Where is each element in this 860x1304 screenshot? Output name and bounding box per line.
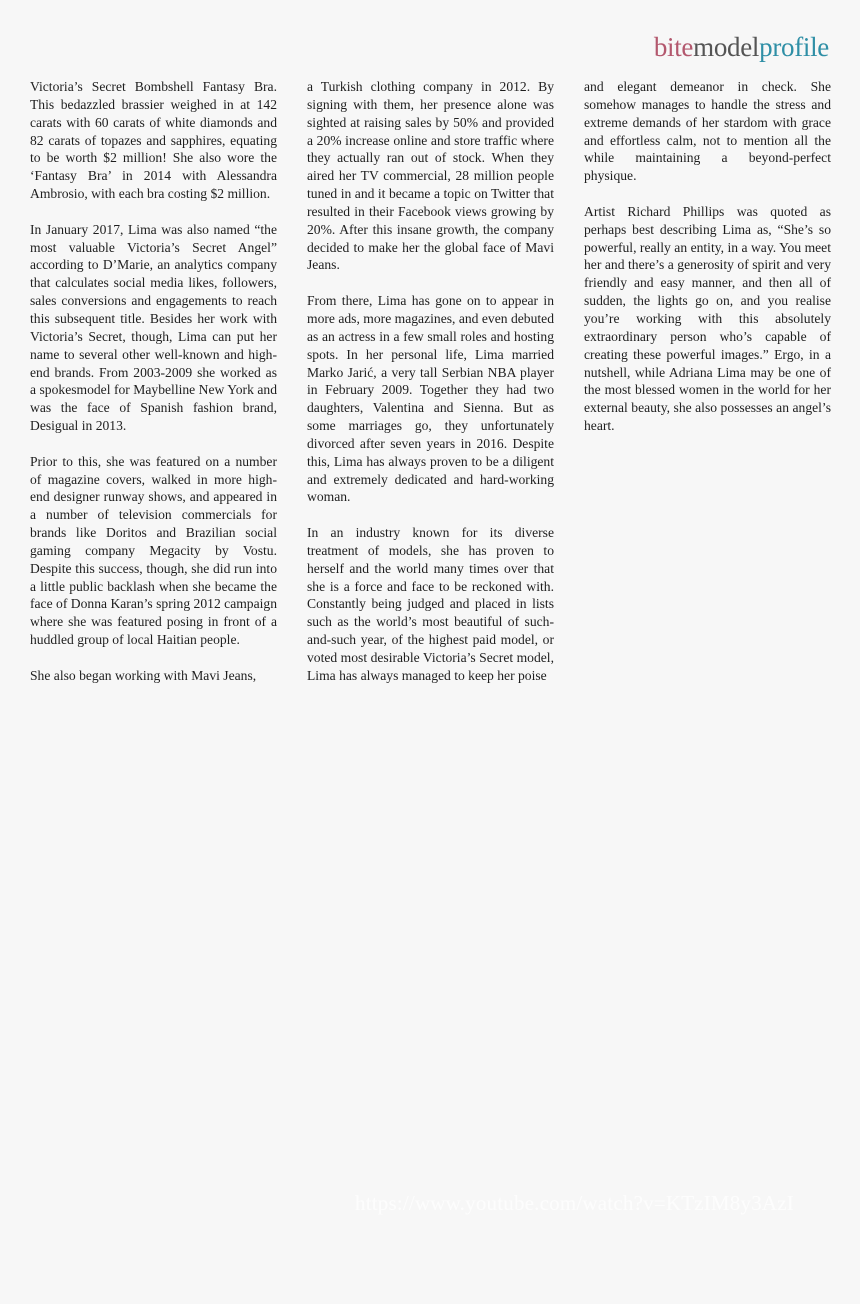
paragraph: From there, Lima has gone on to appear in more ads, more magazines, and even debuted as an actress in a few small roles and hosting spots. In her personal life, Lima married Marko Jarić, a very tall Serbian NBA player in February 2009. Together they had two daughters, Valentina and Sienna. But as some marriages go, they unfortunately divorced after seven years in 2016. Despite this, Lima has always proven to be a diligent and extremely dedicated and hard-working woman. — [307, 293, 554, 505]
article-column-3 — [584, 78, 831, 435]
watermark-url: https://www.youtube.com/watch?v=KTzIM8y3AzI — [355, 1191, 794, 1215]
masthead-word-bite: bite — [653, 32, 694, 62]
paragraph: Prior to this, she was featured on a number of magazine covers, walked in more high-end designer runway shows, and appeared in a number of television commercials for brands like Doritos and Brazilian social gaming company Megacity by Vostu. Despite this success, though, she did run into a little public backlash when she became the face of Donna Karan’s spring 2012 campaign where she was featured posing in front of a huddled group of local Haitian people. — [30, 453, 277, 648]
paragraph: and elegant demeanor in check. She somehow manages to handle the stress and extreme demands of her stardom with grace and effortless calm, not to mention all the while maintaining a beyond-perfect physique. — [584, 79, 831, 184]
masthead-word-model: model — [693, 32, 760, 62]
paragraph: In January 2017, Lima was also named “the most valuable Victoria’s Secret Angel” according to D’Marie, an analytics company that calculates social media likes, followers, sales conversions and engagements to reach this subsequent title. Besides her work with Victoria’s Secret, though, Lima can put her name to several other well-known and high-end brands. From 2003-2009 she worked as a spokesmodel for Maybelline New York and was the face of Spanish fashion brand, Desigual in 2013. — [30, 221, 277, 434]
paragraph: In an industry known for its diverse treatment of models, she has proven to herself and the world many times over that she is a force and face to be reckoned with. Constantly being judged and placed in lists such as the world’s most beautiful of such-and-such year, of the highest paid model, or voted most desirable Victoria’s Secret model, Lima has always managed to keep her poise — [307, 525, 554, 683]
article-column-2 — [307, 78, 554, 685]
paragraph: She also began working with Mavi Jeans, — [30, 667, 257, 683]
paragraph: Victoria’s Secret Bombshell Fantasy Bra. This bedazzled brassier weighed in at 142 carats with 60 carats of white diamonds and 82 carats of topazes and sapphires, equating to be worth $2 million! She also wore the ‘Fantasy Bra’ in 2014 with Alessandra Ambrosio, with each bra costing $2 million. — [30, 79, 277, 202]
paragraph: a Turkish clothing company in 2012. By signing with them, her presence alone was sighted at raising sales by 50% and provided a 20% increase online and store traffic where they actually ran out of stock. When they aired her TV commercial, 28 million people tuned in and it became a topic on Twitter that resulted in their Facebook views growing by 20%. After this insane growth, the company decided to make her the global face of Mavi Jeans. — [307, 79, 554, 273]
paragraph: Artist Richard Phillips was quoted as perhaps best describing Lima as, “She’s so powerful, really an entity, in a way. You meet her and there’s a generosity of spirit and very friendly and easy manner, and then all of sudden, the lights go on, and you realise you’re working with this absolutely extraordinary person who’s capable of creating these powerful images.” Ergo, in a nutshell, while Adriana Lima may be one of the most blessed women in the world for her external beauty, she also possesses an angel’s heart. — [584, 203, 831, 434]
masthead-logo — [654, 34, 829, 61]
masthead-word-profile: profile — [759, 32, 829, 62]
article-column-1 — [30, 78, 277, 685]
